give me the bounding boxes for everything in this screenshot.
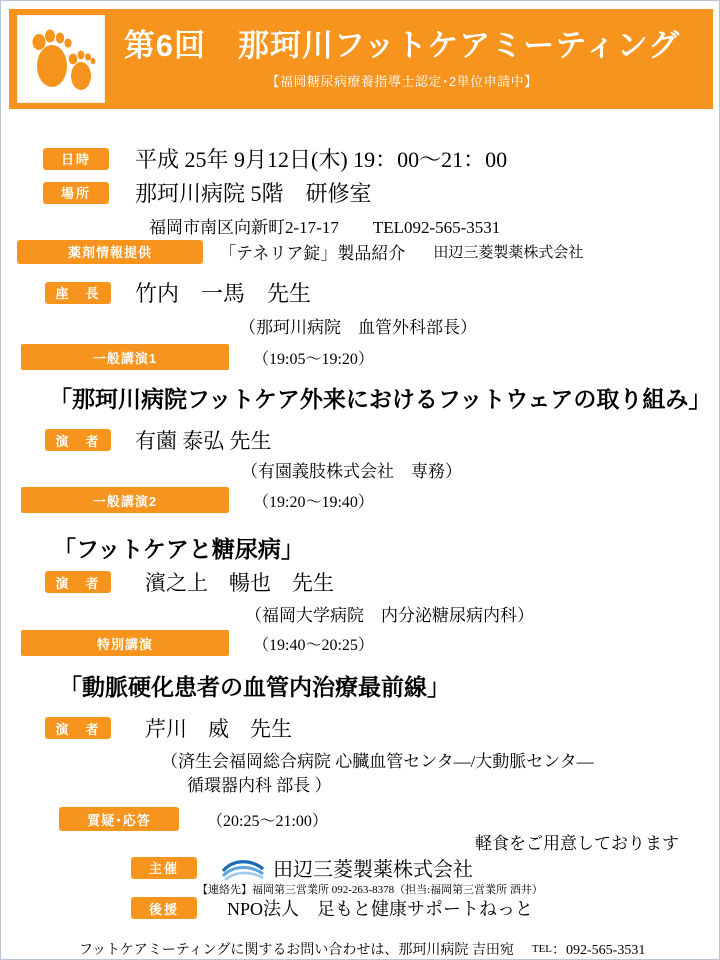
chair-label: 座 長 [45, 282, 111, 304]
datetime-row [43, 143, 507, 174]
session-2-title: 「フットケアと糖尿病」 [53, 537, 304, 562]
session-1-affiliation-row [241, 457, 462, 482]
qa-time: （20:25〜21:00） [207, 812, 328, 830]
session-3-title-row [59, 669, 450, 702]
place-label: 場所 [43, 182, 109, 204]
footer-row [79, 939, 645, 959]
session-2-time: （19:20〜19:40） [253, 493, 374, 511]
footprints-icon [17, 15, 105, 103]
support-name: NPO法人 足もと健康サポートねっと [227, 899, 534, 919]
header-subtitle: 【福岡糖尿病療養指導士認定･2単位申請中】 [266, 74, 538, 90]
session-2-badge-row [21, 487, 374, 513]
session-1-title-row [49, 381, 711, 414]
session-3-title: 「動脈硬化患者の血管内治療最前線」 [59, 675, 450, 700]
chair-affiliation: （那珂川病院 血管外科部長） [239, 318, 477, 337]
session-3-affiliation-line1: （済生会福岡総合病院 心臓血管センタ―/大動脈センタ― [161, 752, 594, 771]
drug-info-row [17, 239, 583, 264]
drug-info-product: 「テネリア錠」製品紹介 [219, 244, 406, 263]
chair-affiliation-row [239, 313, 477, 338]
page-title: 第6回 那珂川フットケアミーティング [123, 27, 681, 63]
session-1-speaker-label: 演 者 [45, 429, 111, 451]
session-2-affiliation-row [245, 601, 534, 626]
address-row [149, 213, 500, 238]
qa-row [59, 807, 328, 831]
session-1-speaker: 有薗 泰弘 先生 [135, 429, 272, 453]
session-2-badge: 一般講演2 [21, 487, 229, 513]
place-row [43, 177, 372, 208]
session-3-badge-row [21, 630, 374, 656]
host-row [131, 853, 473, 882]
session-1-time: （19:05〜19:20） [253, 350, 374, 368]
session-3-time: （19:40〜20:25） [253, 636, 374, 654]
session-3-speaker: 芹川 威 先生 [145, 717, 292, 741]
session-2-speaker-row [45, 567, 334, 597]
session-1-title: 「那珂川病院フットケア外来におけるフットウェアの取り組み」 [49, 387, 712, 412]
session-3-affiliation-line2-row [187, 771, 332, 796]
footer-tel-label: TEL [531, 943, 553, 955]
session-3-speaker-label: 演 者 [45, 717, 111, 739]
support-row [131, 895, 533, 921]
session-1-badge-row [21, 344, 374, 370]
host-contact: 【連絡先】福岡第三営業所 092-263-8378（担当:福岡第三営業所 酒井） [197, 884, 543, 896]
session-3-speaker-row [45, 713, 292, 743]
session-1-speaker-row [45, 425, 272, 455]
datetime-value: 平成 25年 9月12日(木) 19：00〜21：00 [135, 147, 508, 172]
place-value: 那珂川病院 5階 研修室 [135, 181, 372, 206]
session-1-affiliation: （有園義肢株式会社 専務） [241, 462, 462, 481]
session-2-title-row [53, 531, 304, 564]
session-3-affiliation-line2: 循環器内科 部長 ） [187, 776, 332, 795]
poster-header [9, 9, 713, 109]
qa-note-row [475, 829, 679, 854]
session-3-badge: 特別講演 [21, 630, 229, 656]
datetime-label: 日時 [43, 148, 109, 170]
address-value: 福岡市南区向新町2-17-17 TEL092-565-3531 [149, 218, 501, 237]
footer-text: フットケアミーティングに関するお問い合わせは、那珂川病院 吉田宛 [79, 943, 528, 958]
drug-info-label: 薬剤情報提供 [17, 240, 203, 264]
header-text-block [105, 28, 713, 91]
session-2-affiliation: （福岡大学病院 内分泌糖尿病内科） [245, 606, 534, 625]
session-2-speaker: 濱之上 暢也 先生 [145, 571, 334, 595]
host-label: 主催 [131, 857, 197, 879]
qa-note: 軽食をご用意しております [475, 834, 679, 853]
qa-badge: 質疑･応答 [59, 807, 179, 831]
chair-name: 竹内 一馬 先生 [135, 281, 312, 306]
session-1-badge: 一般講演1 [21, 344, 229, 370]
session-3-affiliation-line1-row [161, 747, 594, 772]
tanabe-mitsubishi-logo [221, 855, 265, 881]
chair-row [45, 277, 311, 308]
host-name: 田辺三菱製薬株式会社 [273, 859, 473, 881]
session-2-speaker-label: 演 者 [45, 571, 111, 593]
drug-info-company: 田辺三菱製薬株式会社 [433, 245, 584, 261]
footer-tel: ：092-565-3531 [552, 943, 646, 958]
support-label: 後援 [131, 897, 197, 919]
